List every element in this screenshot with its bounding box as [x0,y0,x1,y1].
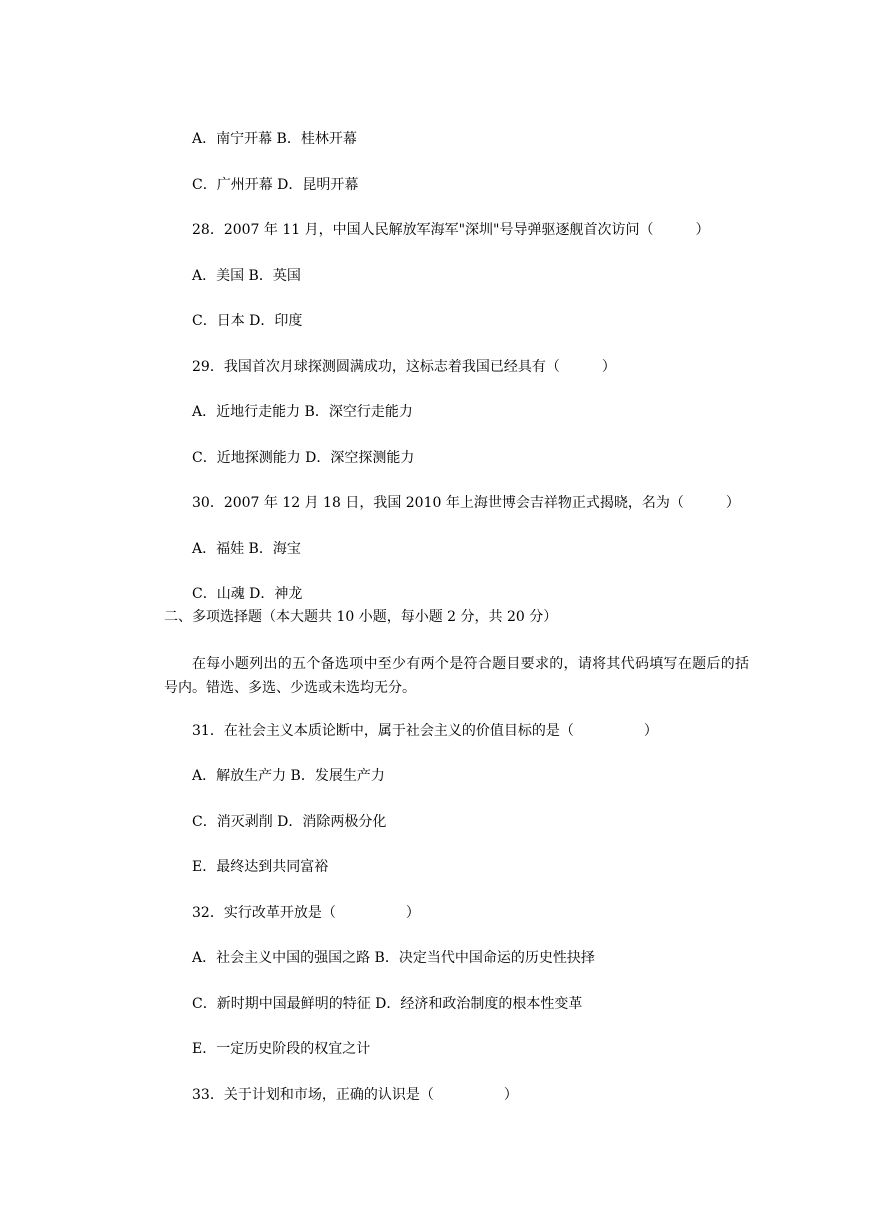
section-instructions: 在每小题列出的五个备选项中至少有两个是符合题目要求的，请将其代码填写在题后的括号内。错选、多选、少选或未选均无分。 [164,656,749,696]
option-line-32-e: E．一定历史阶段的权宜之计 [192,1041,371,1057]
question-33: 33．关于计划和市场，正确的认识是（ ） [192,1087,518,1103]
question-30: 30．2007 年 12 月 18 日，我国 2010 年上海世博会吉祥物正式揭晓，名为（ ） [192,495,740,511]
question-29: 29．我国首次月球探测圆满成功，这标志着我国已经具有（ ） [192,359,616,375]
option-line-29-ab: A．近地行走能力 B．深空行走能力 [192,404,413,420]
option-line-28-cd: C．日本 D．印度 [192,313,303,329]
option-line-31-e: E．最终达到共同富裕 [192,859,329,875]
option-line-32-ab: A．社会主义中国的强国之路 B．决定当代中国命运的历史性抉择 [192,950,595,966]
option-line-31-cd: C．消灭剥削 D．消除两极分化 [192,814,387,830]
option-line-28-ab: A．美国 B．英国 [192,268,301,284]
section-heading-multiple-choice: 二、多项选择题（本大题共 10 小题，每小题 2 分，共 20 分） [164,609,558,625]
option-line-32-cd: C．新时期中国最鲜明的特征 D．经济和政治制度的根本性变革 [192,996,583,1012]
question-28: 28．2007 年 11 月，中国人民解放军海军"深圳"号导弹驱逐舰首次访问（ ） [192,222,710,238]
option-line-27-ab: A．南宁开幕 B．桂林开幕 [192,131,357,147]
question-32: 32．实行改革开放是（ ） [192,905,420,921]
option-line-29-cd: C．近地探测能力 D．深空探测能力 [192,450,415,466]
question-31: 31．在社会主义本质论断中，属于社会主义的价值目标的是（ ） [192,723,658,739]
option-line-27-cd: C．广州开幕 D．昆明开幕 [192,177,359,193]
option-line-30-cd: C．山魂 D．神龙 [192,586,303,602]
option-line-31-ab: A．解放生产力 B．发展生产力 [192,768,385,784]
option-line-30-ab: A．福娃 B．海宝 [192,541,301,557]
